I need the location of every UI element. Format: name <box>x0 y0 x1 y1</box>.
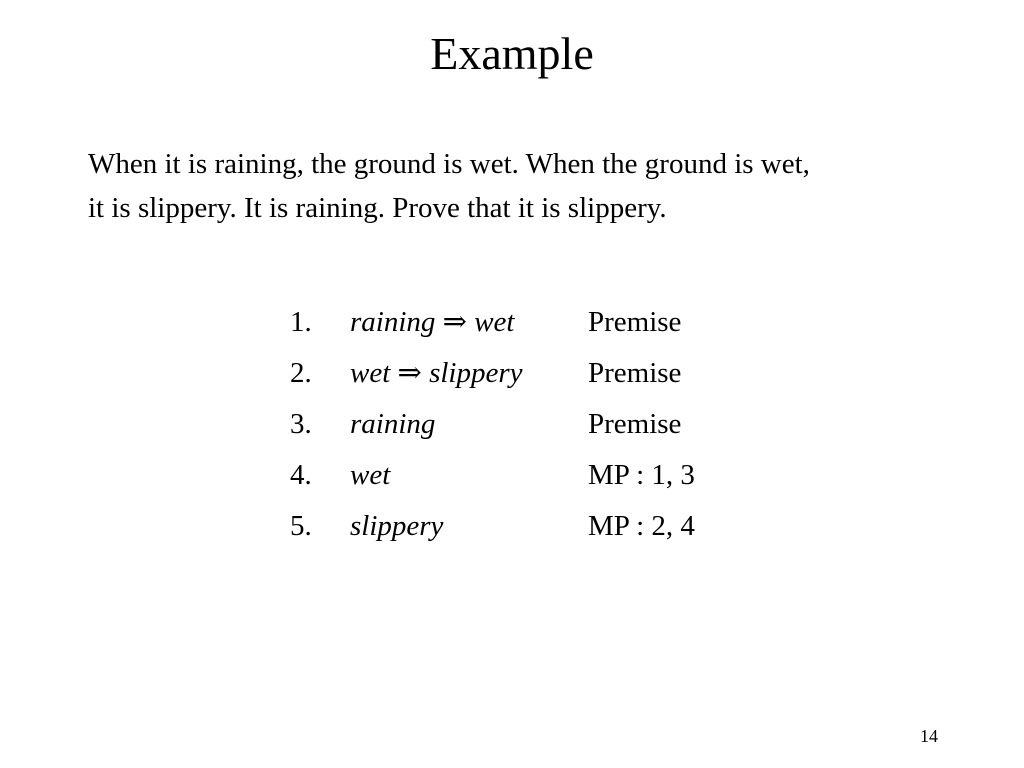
step-justification: Premise <box>588 306 682 338</box>
step-justification: Premise <box>588 408 682 440</box>
step-statement: slippery <box>350 510 444 542</box>
step-number: 1. <box>290 306 312 338</box>
step-justification: MP : 1, 3 <box>588 459 695 491</box>
proof-step <box>290 351 730 402</box>
slide-title: Example <box>430 28 594 79</box>
proof-step <box>290 504 730 555</box>
step-justification: MP : 2, 4 <box>588 510 695 542</box>
proof-step <box>290 453 730 504</box>
step-number: 5. <box>290 510 312 542</box>
proof-step <box>290 402 730 453</box>
step-statement: wet <box>350 459 391 491</box>
proof-step <box>290 300 730 351</box>
page-number: 14 <box>920 726 938 746</box>
problem-statement <box>88 142 968 230</box>
step-number: 4. <box>290 459 312 491</box>
step-number: 2. <box>290 357 312 389</box>
step-statement: raining <box>350 408 436 440</box>
proof-table <box>290 300 730 555</box>
problem-line-2: it is slippery. It is raining. Prove that it is slippery. <box>88 192 667 224</box>
step-justification: Premise <box>588 357 682 389</box>
step-statement: raining ⇒ wet <box>350 306 515 338</box>
step-number: 3. <box>290 408 312 440</box>
problem-line-1: When it is raining, the ground is wet. When the ground is wet, <box>88 148 810 180</box>
step-statement: wet ⇒ slippery <box>350 357 523 389</box>
